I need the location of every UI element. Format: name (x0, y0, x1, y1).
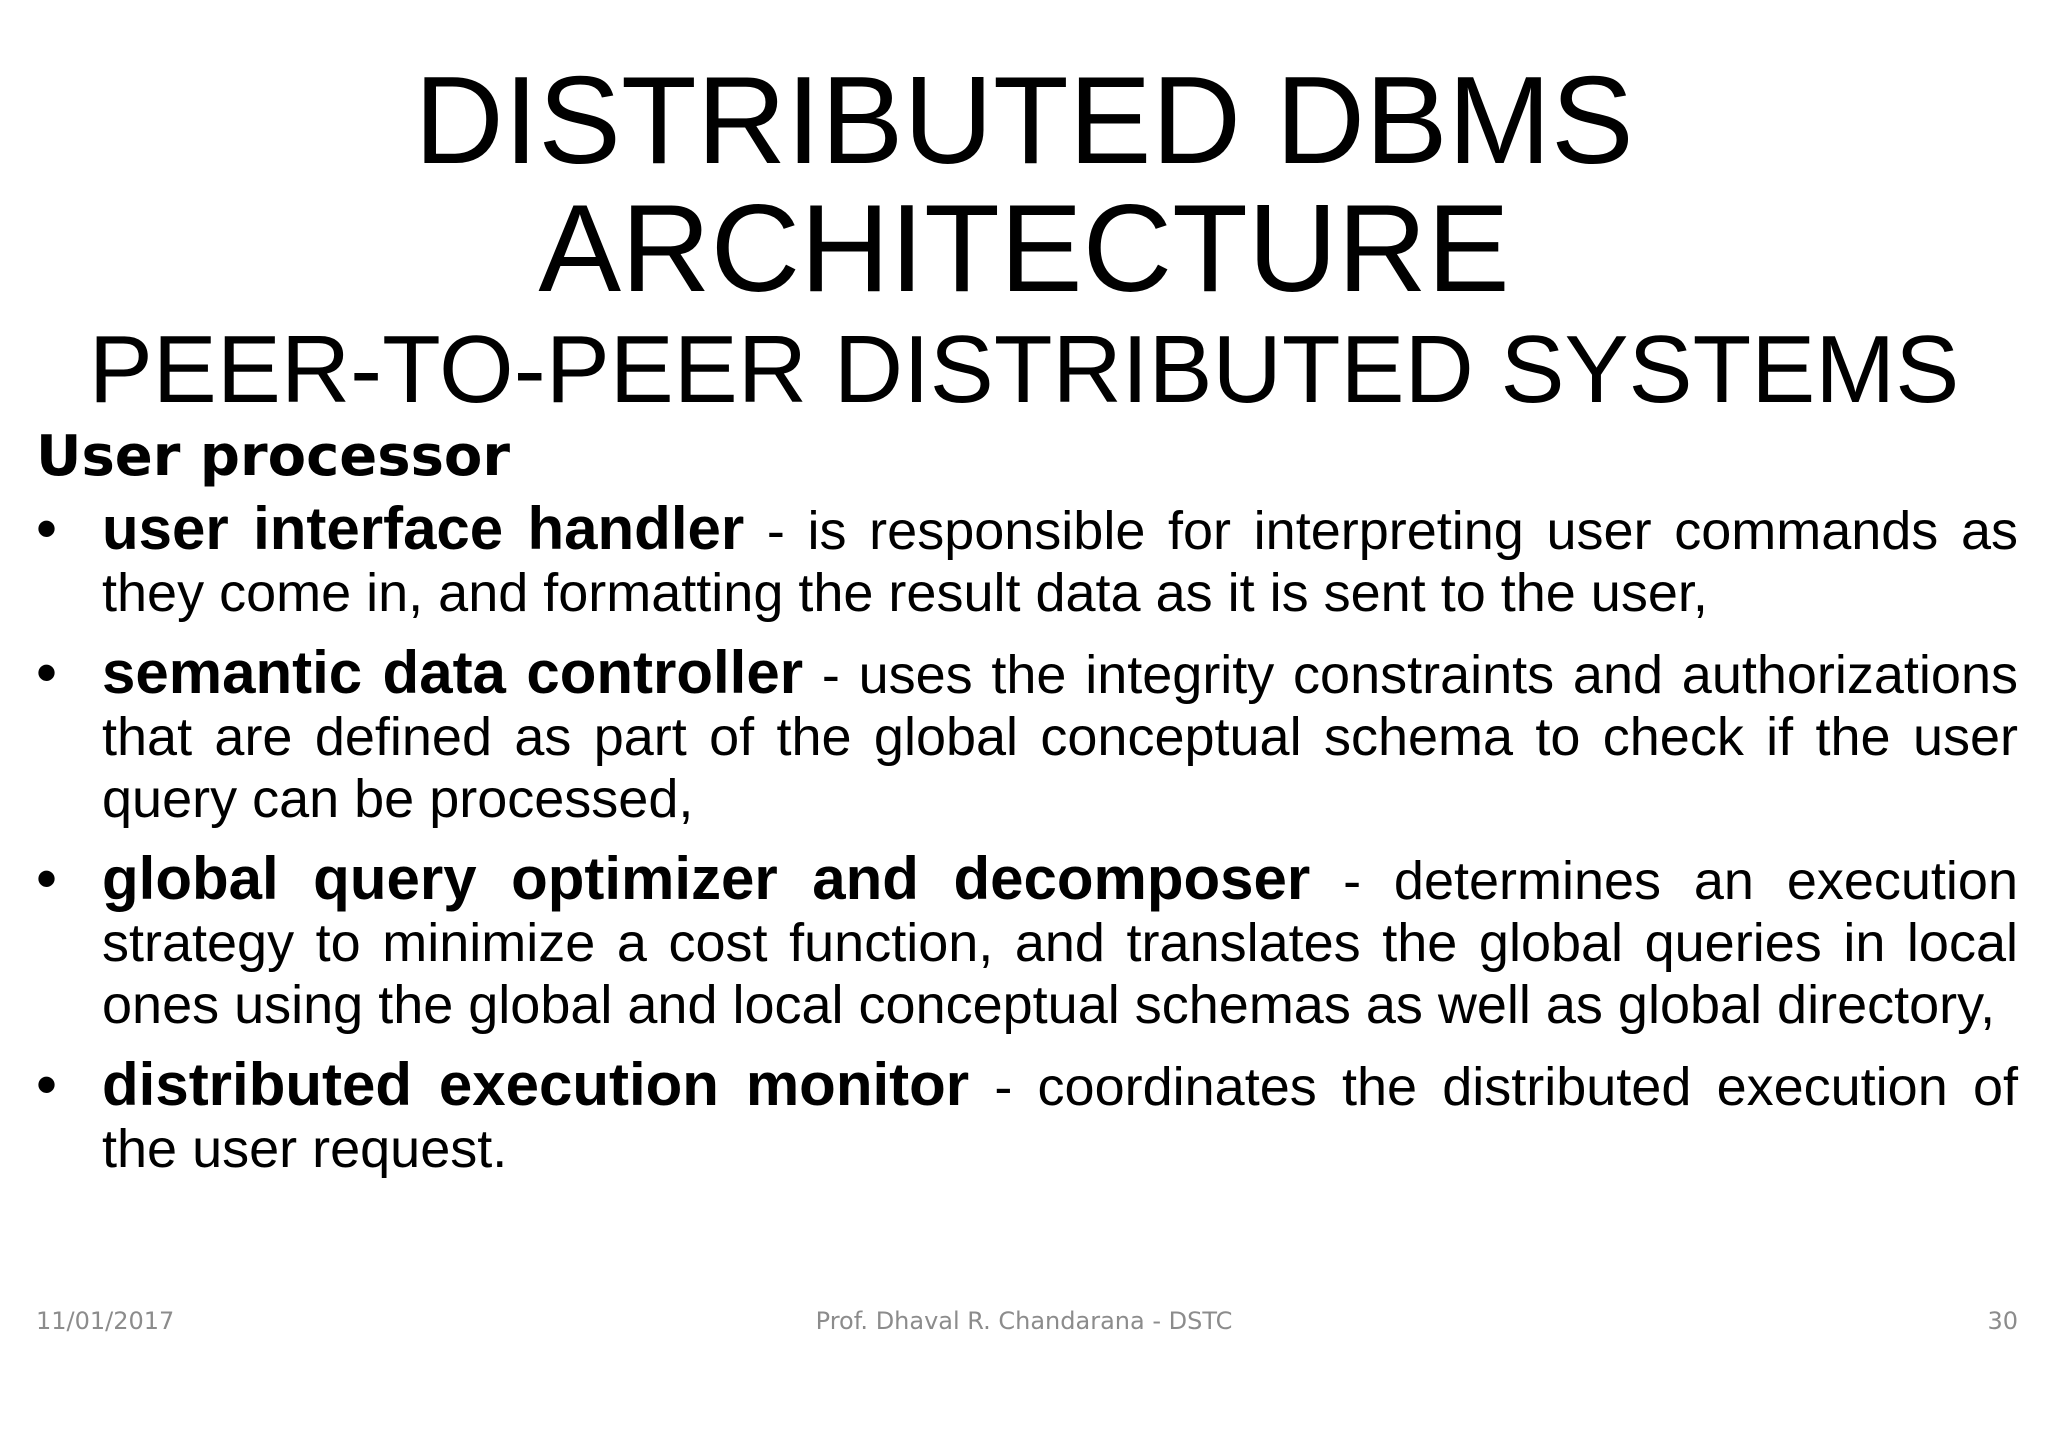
section-heading: User processor (36, 424, 511, 489)
footer-page-number: 30 (1987, 1307, 2018, 1335)
bullet-term: user interface handler (102, 495, 745, 562)
slide-subtitle: PEER-TO-PEER DISTRIBUTED SYSTEMS (88, 316, 1960, 423)
bullet-description: - is responsible for interpreting user commands as they come in, and formatting the result data as it is sent to the user, (102, 501, 2018, 623)
bullet-description: - uses the integrity constraints and authorizations that are defined as part of the global conceptual schema to check if the user query can be processed, (102, 645, 2018, 829)
slide-title-line-1: DISTRIBUTED DBMS (414, 52, 1634, 190)
slide-title-line-2: ARCHITECTURE (538, 180, 1510, 318)
bullet-marker: • (36, 639, 58, 706)
bullet-list (36, 495, 2018, 1198)
bullet-term: global query optimizer and decomposer (102, 845, 1311, 912)
footer-date: 11/01/2017 (36, 1307, 175, 1335)
bullet-description: - coordinates the distributed execution of the user request. (102, 1057, 2018, 1179)
bullet-item-global-query-optimizer (36, 845, 2018, 1036)
bullet-term: semantic data controller (102, 639, 804, 706)
bullet-item-distributed-execution-monitor (36, 1051, 2018, 1180)
bullet-item-semantic-data-controller (36, 639, 2018, 830)
bullet-marker: • (36, 1051, 58, 1118)
bullet-term: distributed execution monitor (102, 1051, 970, 1118)
bullet-marker: • (36, 845, 58, 912)
footer-author: Prof. Dhaval R. Chandarana - DSTC (815, 1307, 1233, 1335)
bullet-marker: • (36, 495, 58, 562)
bullet-item-user-interface-handler (36, 495, 2018, 624)
bullet-description: - determines an execution strategy to minimize a cost function, and translates the global queries in local ones using the global and local conceptual schemas as well as global directory, (102, 851, 2018, 1035)
